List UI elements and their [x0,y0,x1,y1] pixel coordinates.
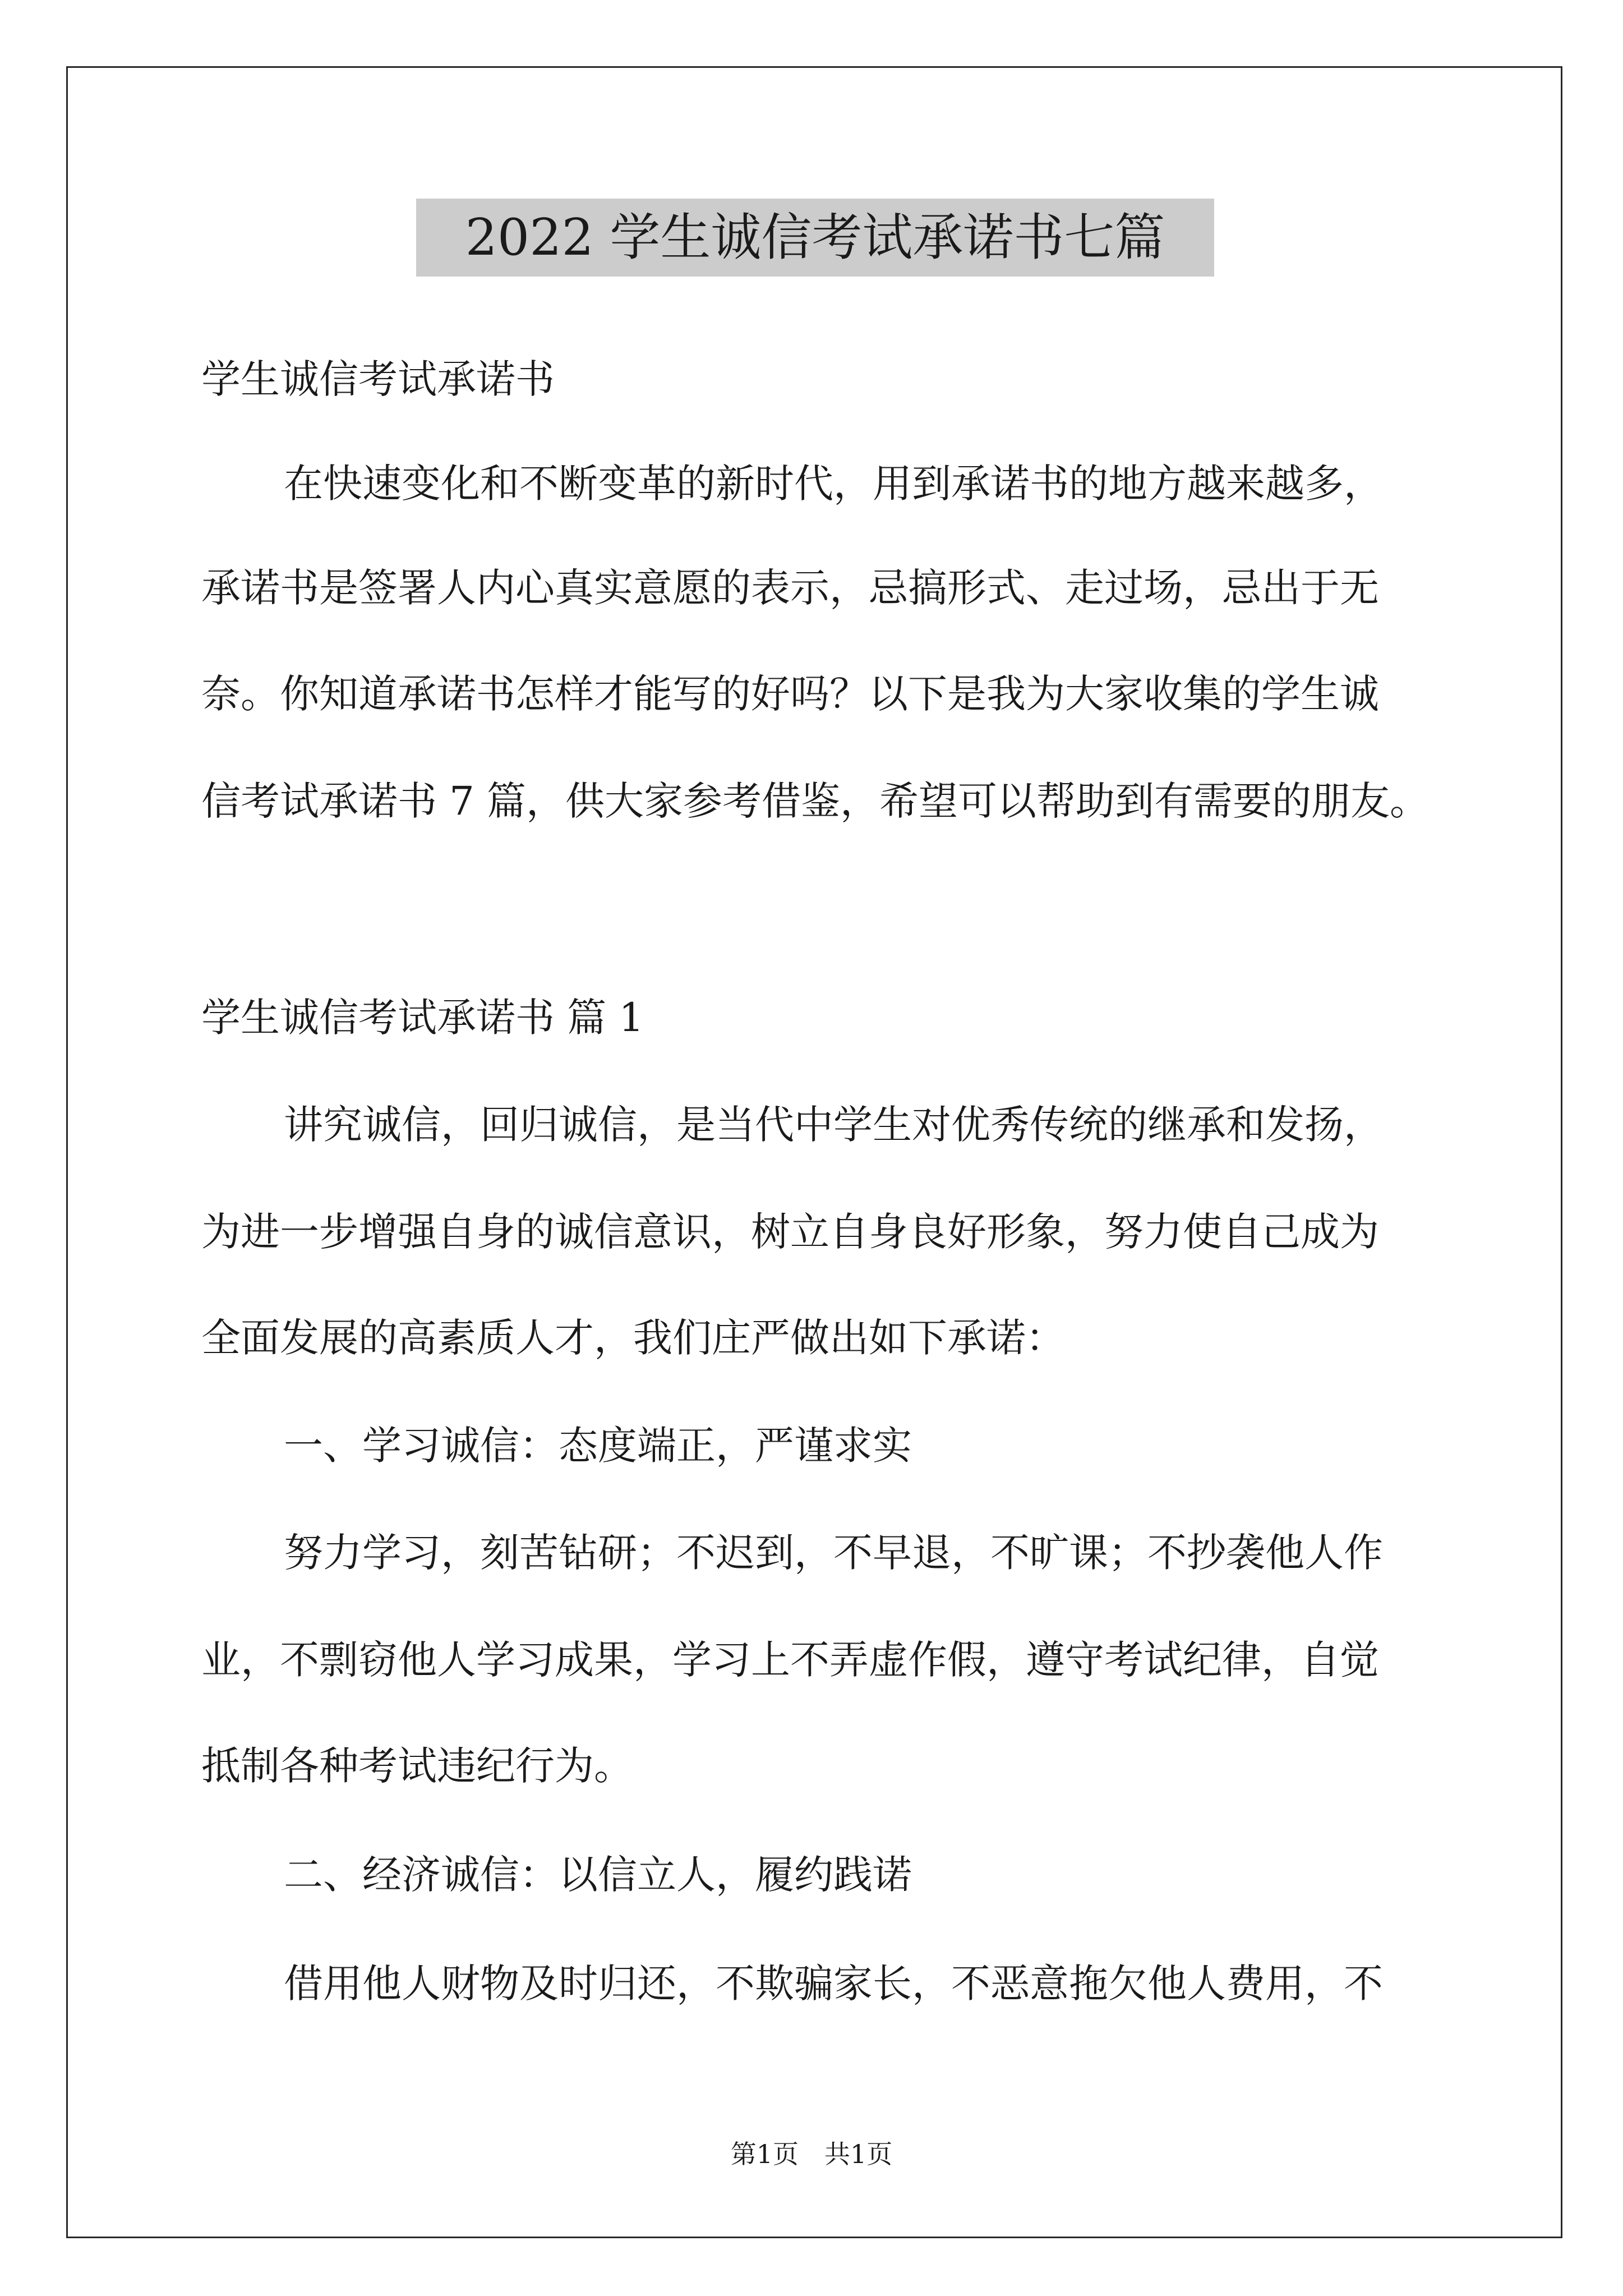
paragraph-line: 信考试承诺书 7 篇，供大家参考借鉴，希望可以帮助到有需要的朋友。 [201,778,1430,824]
paragraph-line: 抵制各种考试违纪行为。 [201,1743,633,1789]
page-footer: 第1页 共1页 [730,2139,893,2169]
paragraph-line: 努力学习，刻苦钻研；不迟到，不早退，不旷课；不抄袭他人作 [284,1530,1383,1576]
paragraph-line: 借用他人财物及时归还，不欺骗家长，不恶意拖欠他人费用，不 [284,1961,1383,2007]
paragraph-line: 为进一步增强自身的诚信意识，树立自身良好形象，努力使自己成为 [201,1209,1379,1255]
paragraph-line: 在快速变化和不断变革的新时代，用到承诺书的地方越来越多， [284,461,1383,507]
section-heading: 学生诚信考试承诺书 篇 1 [201,995,644,1041]
document-title: 2022 学生诚信考试承诺书七篇 [416,199,1214,277]
paragraph-line: 奈。你知道承诺书怎样才能写的好吗？以下是我为大家收集的学生诚 [201,671,1379,717]
subsection-heading: 一、学习诚信：态度端正，严谨求实 [284,1423,912,1469]
paragraph-line: 讲究诚信，回归诚信，是当代中学生对优秀传统的继承和发扬， [284,1102,1383,1148]
paragraph-line: 承诺书是签署人内心真实意愿的表示，忌搞形式、走过场，忌出于无 [201,565,1379,611]
paragraph-line: 全面发展的高素质人才，我们庄严做出如下承诺： [201,1315,1065,1361]
document-heading: 学生诚信考试承诺书 [201,356,555,402]
paragraph-line: 业，不剽窃他人学习成果，学习上不弄虚作假，遵守考试纪律，自觉 [201,1637,1379,1683]
subsection-heading: 二、经济诚信：以信立人，履约践诺 [284,1852,912,1898]
